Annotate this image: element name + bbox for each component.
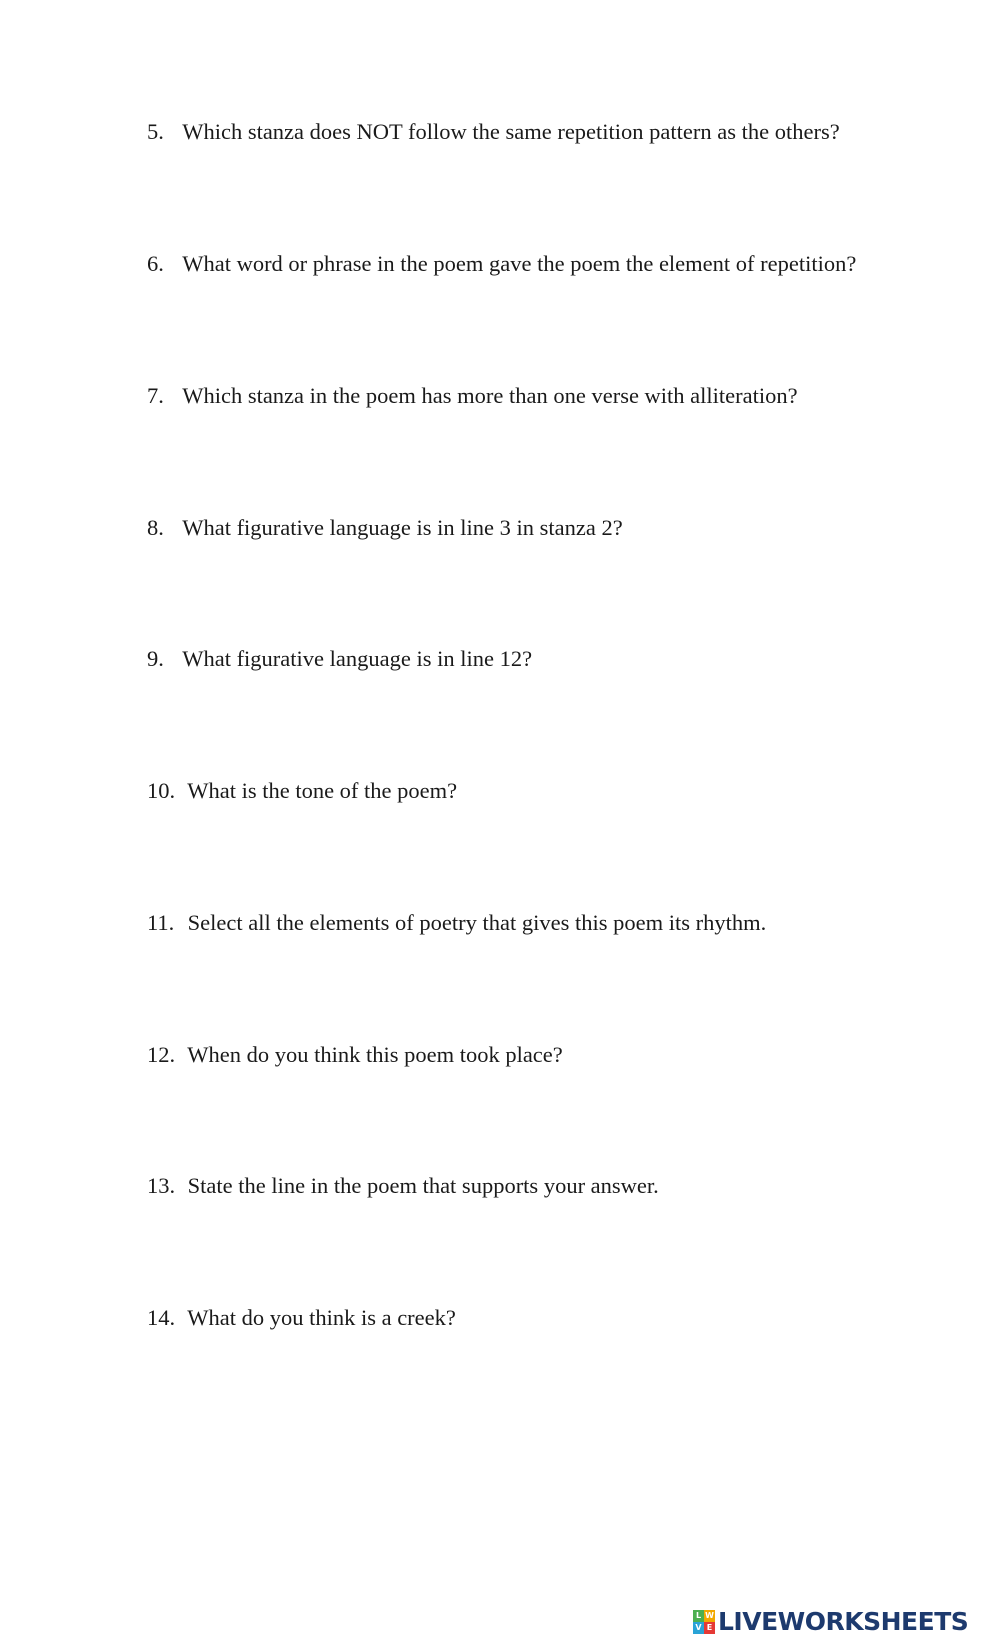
mark-cell: L <box>693 1610 704 1622</box>
liveworksheets-mark-icon <box>693 1610 715 1634</box>
question-14 <box>147 1304 456 1332</box>
question-text: What word or phrase in the poem gave the poem the element of repetition? <box>182 251 857 276</box>
question-number: 10. <box>147 778 176 803</box>
question-number: 9. <box>147 646 164 671</box>
liveworksheets-logo[interactable] <box>693 1607 968 1637</box>
question-number: 12. <box>147 1042 176 1067</box>
question-10 <box>147 777 457 805</box>
question-8 <box>147 514 623 542</box>
question-number: 11. <box>147 910 175 935</box>
mark-cell: V <box>693 1622 704 1634</box>
question-text: State the line in the poem that supports your answer. <box>187 1173 659 1198</box>
question-13 <box>147 1172 659 1200</box>
mark-cell: W <box>705 1611 714 1620</box>
question-12 <box>147 1041 563 1069</box>
question-text: Which stanza does NOT follow the same repetition pattern as the others? <box>182 119 840 144</box>
question-text: Select all the elements of poetry that gives this poem its rhythm. <box>187 910 767 935</box>
question-9 <box>147 645 532 673</box>
question-number: 7. <box>147 383 164 408</box>
question-11 <box>147 909 766 937</box>
logo-text: LIVEWORKSHEETS <box>718 1607 969 1636</box>
question-5 <box>147 118 840 146</box>
question-text: Which stanza in the poem has more than one verse with alliteration? <box>182 383 798 408</box>
question-text: What is the tone of the poem? <box>187 778 458 803</box>
question-number: 13. <box>147 1173 176 1198</box>
question-7 <box>147 382 798 410</box>
question-text: When do you think this poem took place? <box>187 1042 563 1067</box>
question-text: What do you think is a creek? <box>187 1305 456 1330</box>
mark-cell: E <box>704 1622 715 1634</box>
question-number: 5. <box>147 119 164 144</box>
question-number: 6. <box>147 251 164 276</box>
question-number: 8. <box>147 515 164 540</box>
question-text: What figurative language is in line 12? <box>182 646 533 671</box>
question-6 <box>147 250 856 278</box>
question-number: 14. <box>147 1305 176 1330</box>
question-text: What figurative language is in line 3 in stanza 2? <box>182 515 623 540</box>
